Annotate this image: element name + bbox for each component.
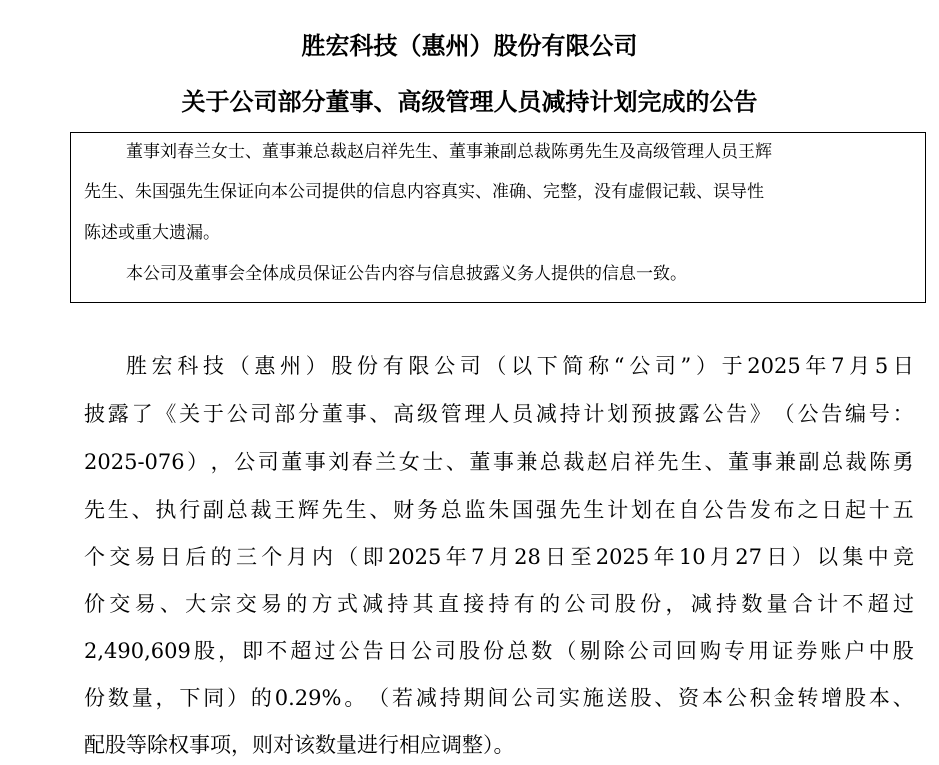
notice-line-4: 本公司及董事会全体成员保证公告内容与信息披露义务人提供的信息一致。 — [126, 264, 687, 284]
notice-line-3: 陈述或重大遗漏。 — [84, 223, 220, 243]
body-line-9: 配股等除权事项，则对该数量进行相应调整）。 — [84, 733, 515, 757]
body-line-5: 个 交 易 日 后 的 三 个 月 内 （ 即 2025 年 7 月 28 日 至 2025 年 10 月 27 日 ） 以 集 中 竞 — [84, 545, 914, 569]
body-line-2: 披 露 了 《 关 于 公 司 部 分 董 事 、 高 级 管 理 人 员 减 持 计 划 预 披 露 公 告 》 （ 公 告 编 号 ： — [84, 402, 914, 426]
body-line-4: 先 生 、 执 行 副 总 裁 王 辉 先 生 、 财 务 总 监 朱 国 强 先 生 计 划 在 自 公 告 发 布 之 日 起 十 五 — [84, 498, 914, 522]
body-line-8: 份 数 量 ， 下 同 ） 的 0.29% 。 （ 若 减 持 期 间 公 司 实 施 送 股 、 资 本 公 积 金 转 增 股 本 、 — [84, 686, 914, 710]
notice-line-1: 董事刘春兰女士、董事兼总裁赵启祥先生、董事兼副总裁陈勇先生及高级管理人员王辉 — [126, 142, 772, 162]
notice-line-2: 先生、朱国强先生保证向本公司提供的信息内容真实、准确、完整，没有虚假记载、误导性 — [84, 182, 764, 202]
company-title: 胜宏科技（惠州）股份有限公司 — [301, 32, 638, 60]
body-line-7: 2,490,609 股 ， 即 不 超 过 公 告 日 公 司 股 份 总 数 （ 剔 除 公 司 回 购 专 用 证 券 账 户 中 股 — [84, 639, 914, 663]
announcement-title: 关于公司部分董事、高级管理人员减持计划完成的公告 — [181, 88, 758, 116]
body-line-1: 胜 宏 科 技 （ 惠 州 ） 股 份 有 限 公 司 （ 以 下 简 称 “ 公 司 ” ） 于 2025 年 7 月 5 日 — [126, 354, 914, 378]
body-line-3: 2025-076 ） ， 公 司 董 事 刘 春 兰 女 士 、 董 事 兼 总 裁 赵 启 祥 先 生 、 董 事 兼 副 总 裁 陈 勇 — [84, 450, 914, 474]
body-line-6: 价 交 易 、 大 宗 交 易 的 方 式 减 持 其 直 接 持 有 的 公 司 股 份 ， 减 持 数 量 合 计 不 超 过 — [84, 592, 914, 616]
